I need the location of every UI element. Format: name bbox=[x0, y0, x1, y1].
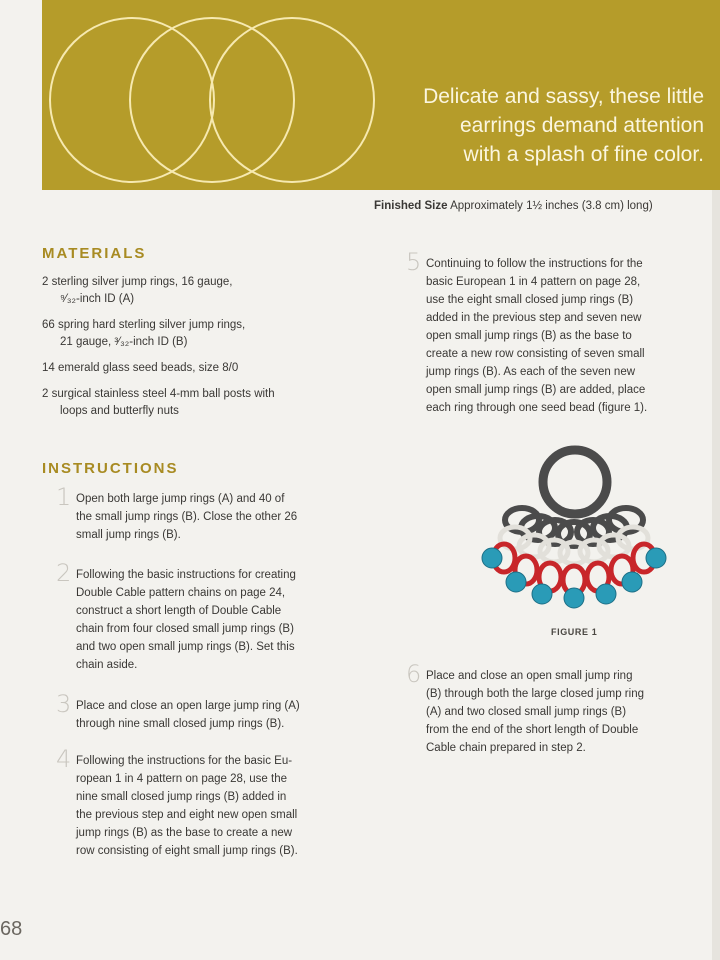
material-line: ⁹⁄₃₂-inch ID (A) bbox=[60, 293, 135, 305]
step-number: 6 bbox=[406, 660, 422, 688]
material-line: loops and butterfly nuts bbox=[60, 405, 179, 417]
step-line: Double Cable pattern chains on page 24, bbox=[76, 587, 286, 599]
step-line: construct a short length of Double Cable bbox=[76, 605, 282, 617]
step-line: Following the basic instructions for creating bbox=[76, 569, 296, 581]
step-line: small jump rings (B). bbox=[76, 529, 181, 541]
material-line: 21 gauge, ³⁄₃₂-inch ID (B) bbox=[60, 336, 188, 348]
seed-bead bbox=[596, 584, 616, 604]
header-banner bbox=[42, 0, 720, 190]
step-line: from the end of the short length of Double bbox=[426, 724, 639, 736]
step-line: chain from four closed small jump rings (B) bbox=[76, 623, 294, 635]
seed-bead bbox=[646, 548, 666, 568]
step-number: 3 bbox=[56, 690, 72, 718]
materials-heading: MATERIALS bbox=[42, 245, 147, 262]
tagline-line: earrings demand attention bbox=[460, 114, 704, 137]
seed-bead bbox=[622, 572, 642, 592]
step-number: 5 bbox=[406, 248, 422, 276]
material-item bbox=[42, 317, 342, 351]
step-line: (A) and two closed small jump rings (B) bbox=[426, 706, 627, 718]
materials-list bbox=[42, 274, 342, 429]
instructions-heading: INSTRUCTIONS bbox=[42, 460, 179, 477]
step-line: Following the instructions for the basic Eu- bbox=[76, 755, 293, 767]
step-line: Cable chain prepared in step 2. bbox=[426, 742, 586, 754]
seed-bead bbox=[506, 572, 526, 592]
page-number: 68 bbox=[0, 918, 23, 940]
finished-size-label: Finished Size bbox=[374, 200, 448, 212]
step-line: open small jump rings (B) are added, place bbox=[426, 384, 646, 396]
finished-size bbox=[374, 200, 720, 212]
step-number: 4 bbox=[56, 745, 72, 773]
material-line: 2 sterling silver jump rings, 16 gauge, bbox=[42, 276, 233, 288]
step-line: Open both large jump rings (A) and 40 of bbox=[76, 493, 285, 505]
step-line: open small jump rings (B) as the base to bbox=[426, 330, 632, 342]
step-line: use the eight small closed jump rings (B) bbox=[426, 294, 634, 306]
step-line: the previous step and eight new open small bbox=[76, 809, 298, 821]
figure-caption: FIGURE 1 bbox=[551, 627, 598, 637]
material-line: 2 surgical stainless steel 4-mm ball posts with bbox=[42, 388, 275, 400]
step-line: chain aside. bbox=[76, 659, 138, 671]
step-line: added in the previous step and seven new bbox=[426, 312, 642, 324]
material-item bbox=[42, 386, 342, 420]
step-line: Continuing to follow the instructions for the bbox=[426, 258, 643, 270]
material-item bbox=[42, 360, 342, 377]
step-line: Place and close an open small jump ring bbox=[426, 670, 633, 682]
finished-size-value: Approximately 1½ inches (3.8 cm) long) bbox=[450, 200, 653, 212]
page-edge-shadow bbox=[712, 190, 720, 960]
figure-1-illustration bbox=[470, 440, 690, 625]
material-item bbox=[42, 274, 342, 308]
step-line: basic European 1 in 4 pattern on page 28, bbox=[426, 276, 641, 288]
step-line: ropean 1 in 4 pattern on page 28, use the bbox=[76, 773, 287, 785]
step-line: jump rings (B) as the base to create a new bbox=[76, 827, 293, 839]
step-line: jump rings (B). As each of the seven new bbox=[426, 366, 636, 378]
seed-bead bbox=[564, 588, 584, 608]
step-line: create a new row consisting of seven small bbox=[426, 348, 645, 360]
tagline bbox=[364, 82, 704, 169]
tagline-line: with a splash of fine color. bbox=[463, 143, 704, 166]
seed-bead bbox=[482, 548, 502, 568]
step-line: Place and close an open large jump ring (A) bbox=[76, 700, 300, 712]
step-line: row consisting of eight small jump rings (B). bbox=[76, 845, 298, 857]
step-line: each ring through one seed bead (figure 1). bbox=[426, 402, 648, 414]
step-line: (B) through both the large closed jump ring bbox=[426, 688, 644, 700]
material-line: 14 emerald glass seed beads, size 8/0 bbox=[42, 362, 239, 374]
material-line: 66 spring hard sterling silver jump rings, bbox=[42, 319, 246, 331]
step-number: 2 bbox=[56, 559, 72, 587]
step-line: the small jump rings (B). Close the other 26 bbox=[76, 511, 298, 523]
tagline-line: Delicate and sassy, these little bbox=[423, 85, 704, 108]
step-line: nine small closed jump rings (B) added in bbox=[76, 791, 287, 803]
seed-bead bbox=[532, 584, 552, 604]
step-number: 1 bbox=[56, 483, 72, 511]
step-line: through nine small closed jump rings (B). bbox=[76, 718, 285, 730]
large-ring bbox=[543, 450, 607, 514]
step-line: and two open small jump rings (B). Set this bbox=[76, 641, 295, 653]
